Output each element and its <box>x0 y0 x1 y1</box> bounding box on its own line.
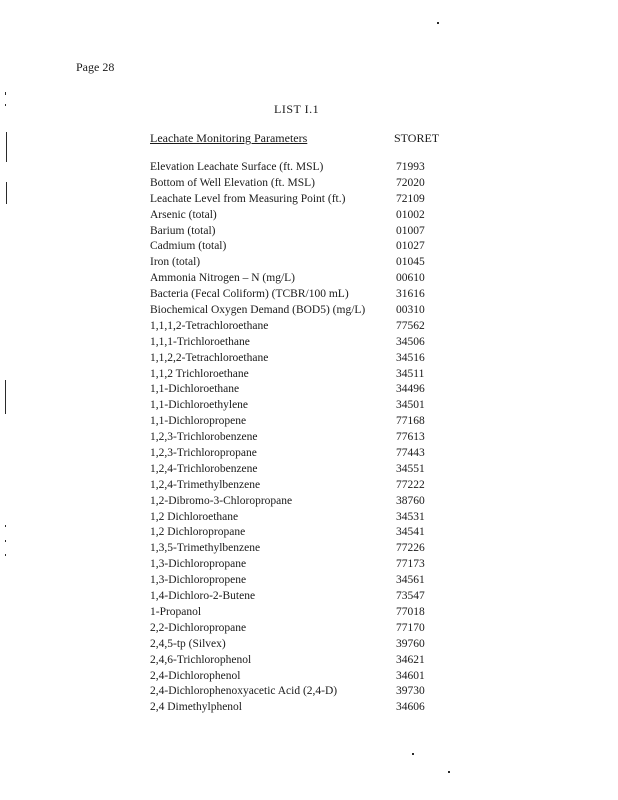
table-row <box>150 367 460 383</box>
parameter-name: 1,3,5-Trimethylbenzene <box>150 542 261 555</box>
parameter-name: 2,4,5-tp (Silvex) <box>150 637 226 650</box>
parameter-name: 1-Propanol <box>150 605 202 618</box>
table-row <box>150 351 460 367</box>
parameter-name: Biochemical Oxygen Demand (BOD5) (mg/L) <box>150 304 366 317</box>
column-header-parameters: Leachate Monitoring Parameters <box>150 131 308 145</box>
parameter-name: 1,1-Dichloropropene <box>150 415 247 428</box>
storet-code: 77613 <box>396 431 425 444</box>
parameter-name: Arsenic (total) <box>150 208 217 221</box>
parameter-name: 1,2,3-Trichloropropane <box>150 447 257 460</box>
parameter-name: 1,2,3-Trichlorobenzene <box>150 431 258 444</box>
table-row <box>150 192 460 208</box>
parameter-name: 1,2-Dibromo-3-Chloropropane <box>150 494 293 507</box>
storet-code: 00310 <box>396 304 425 317</box>
parameter-name: 1,1-Dichloroethane <box>150 383 240 396</box>
table-row <box>150 430 460 446</box>
parameter-name: Bacteria (Fecal Coliform) (TCBR/100 mL) <box>150 288 349 301</box>
scan-mark <box>412 753 414 755</box>
parameter-name: Ammonia Nitrogen – N (mg/L) <box>150 272 296 285</box>
table-row <box>150 414 460 430</box>
parameter-name: Elevation Leachate Surface (ft. MSL) <box>150 161 324 173</box>
scan-mark <box>5 540 6 542</box>
storet-code: 01027 <box>396 240 425 253</box>
column-header-storet: STORET <box>394 131 440 145</box>
table-row <box>150 176 460 192</box>
storet-code: 34606 <box>396 701 425 714</box>
storet-code: 01045 <box>396 256 425 269</box>
parameter-name: 1,4-Dichloro-2-Butene <box>150 590 256 603</box>
storet-code: 77443 <box>396 447 425 460</box>
storet-code: 00610 <box>396 272 425 285</box>
scan-mark <box>5 380 6 414</box>
storet-code: 34561 <box>396 574 425 587</box>
storet-code: 72109 <box>396 192 425 205</box>
parameter-name: 2,4-Dichlorophenoxyacetic Acid (2,4-D) <box>150 685 338 698</box>
table-row <box>150 510 460 526</box>
table-row <box>150 398 460 414</box>
parameter-name: 1,2,4-Trimethylbenzene <box>150 478 261 491</box>
storet-code: 01002 <box>396 208 425 221</box>
parameter-name: 2,4 Dimethylphenol <box>150 701 242 714</box>
storet-code: 77562 <box>396 319 425 332</box>
storet-code: 77222 <box>396 478 425 491</box>
storet-code: 39730 <box>396 685 425 698</box>
parameter-name: Leachate Level from Measuring Point (ft.) <box>150 192 346 205</box>
parameter-name: 2,4-Dichlorophenol <box>150 669 241 682</box>
storet-code: 34496 <box>396 383 425 396</box>
table-row <box>150 271 460 287</box>
storet-code: 39760 <box>396 637 425 650</box>
table-row <box>150 700 460 716</box>
table-row <box>150 621 460 637</box>
parameter-name: Cadmium (total) <box>150 240 227 253</box>
parameter-name: Iron (total) <box>150 256 201 269</box>
parameter-name: 1,3-Dichloropropene <box>150 574 247 587</box>
table-row <box>150 303 460 319</box>
storet-code: 34621 <box>396 653 425 666</box>
parameter-name: Bottom of Well Elevation (ft. MSL) <box>150 176 315 189</box>
scan-mark <box>5 554 6 556</box>
parameter-name: 2,4,6-Trichlorophenol <box>150 653 252 666</box>
page-number: Page 28 <box>76 60 115 74</box>
parameter-name: 1,3-Dichloropropane <box>150 558 247 571</box>
parameter-name: 1,1,1-Trichloroethane <box>150 335 250 348</box>
parameter-name: 1,1,2 Trichloroethane <box>150 367 249 380</box>
table-row <box>150 382 460 398</box>
storet-code: 01007 <box>396 224 425 237</box>
storet-code: 34506 <box>396 335 425 348</box>
storet-code: 34531 <box>396 510 425 523</box>
parameter-name: 1,2,4-Trichlorobenzene <box>150 462 258 475</box>
storet-code: 38760 <box>396 494 425 507</box>
storet-code: 34516 <box>396 351 425 364</box>
table-row <box>150 605 460 621</box>
table-row <box>150 462 460 478</box>
list-title: LIST I.1 <box>274 102 320 116</box>
parameter-name: 1,1,1,2-Tetrachloroethane <box>150 319 269 332</box>
scan-mark <box>6 132 7 162</box>
storet-code: 34541 <box>396 526 425 539</box>
parameter-list <box>150 160 460 716</box>
table-row <box>150 319 460 335</box>
table-row <box>150 684 460 700</box>
storet-code: 77018 <box>396 605 425 618</box>
storet-code: 34601 <box>396 669 425 682</box>
storet-code: 34551 <box>396 462 425 475</box>
storet-code: 34501 <box>396 399 425 412</box>
table-row <box>150 478 460 494</box>
storet-code: 71993 <box>396 161 425 173</box>
table-row <box>150 335 460 351</box>
scan-mark <box>5 104 6 106</box>
scan-mark <box>5 525 6 527</box>
table-row <box>150 494 460 510</box>
table-row <box>150 160 460 176</box>
storet-code: 77226 <box>396 542 425 555</box>
table-row <box>150 287 460 303</box>
table-row <box>150 239 460 255</box>
table-row <box>150 573 460 589</box>
table-row <box>150 255 460 271</box>
storet-code: 77168 <box>396 415 425 428</box>
parameter-name: 1,2 Dichloroethane <box>150 510 239 523</box>
table-row <box>150 224 460 240</box>
storet-code: 31616 <box>396 288 425 301</box>
storet-code: 72020 <box>396 176 425 189</box>
table-row <box>150 653 460 669</box>
storet-code: 73547 <box>396 590 425 603</box>
table-row <box>150 525 460 541</box>
scan-mark <box>6 182 7 204</box>
parameter-name: Barium (total) <box>150 224 216 237</box>
table-row <box>150 637 460 653</box>
table-row <box>150 208 460 224</box>
parameter-name: 1,2 Dichloropropane <box>150 526 246 539</box>
table-row <box>150 557 460 573</box>
scan-mark <box>448 771 450 773</box>
table-row <box>150 669 460 685</box>
table-row <box>150 589 460 605</box>
table-row <box>150 446 460 462</box>
table-row <box>150 541 460 557</box>
parameter-name: 2,2-Dichloropropane <box>150 621 247 634</box>
parameter-name: 1,1-Dichloroethylene <box>150 399 249 412</box>
scan-mark <box>437 22 439 24</box>
scan-mark <box>5 92 6 95</box>
storet-code: 34511 <box>396 367 425 380</box>
storet-code: 77173 <box>396 558 425 571</box>
parameter-name: 1,1,2,2-Tetrachloroethane <box>150 351 269 364</box>
storet-code: 77170 <box>396 621 425 634</box>
